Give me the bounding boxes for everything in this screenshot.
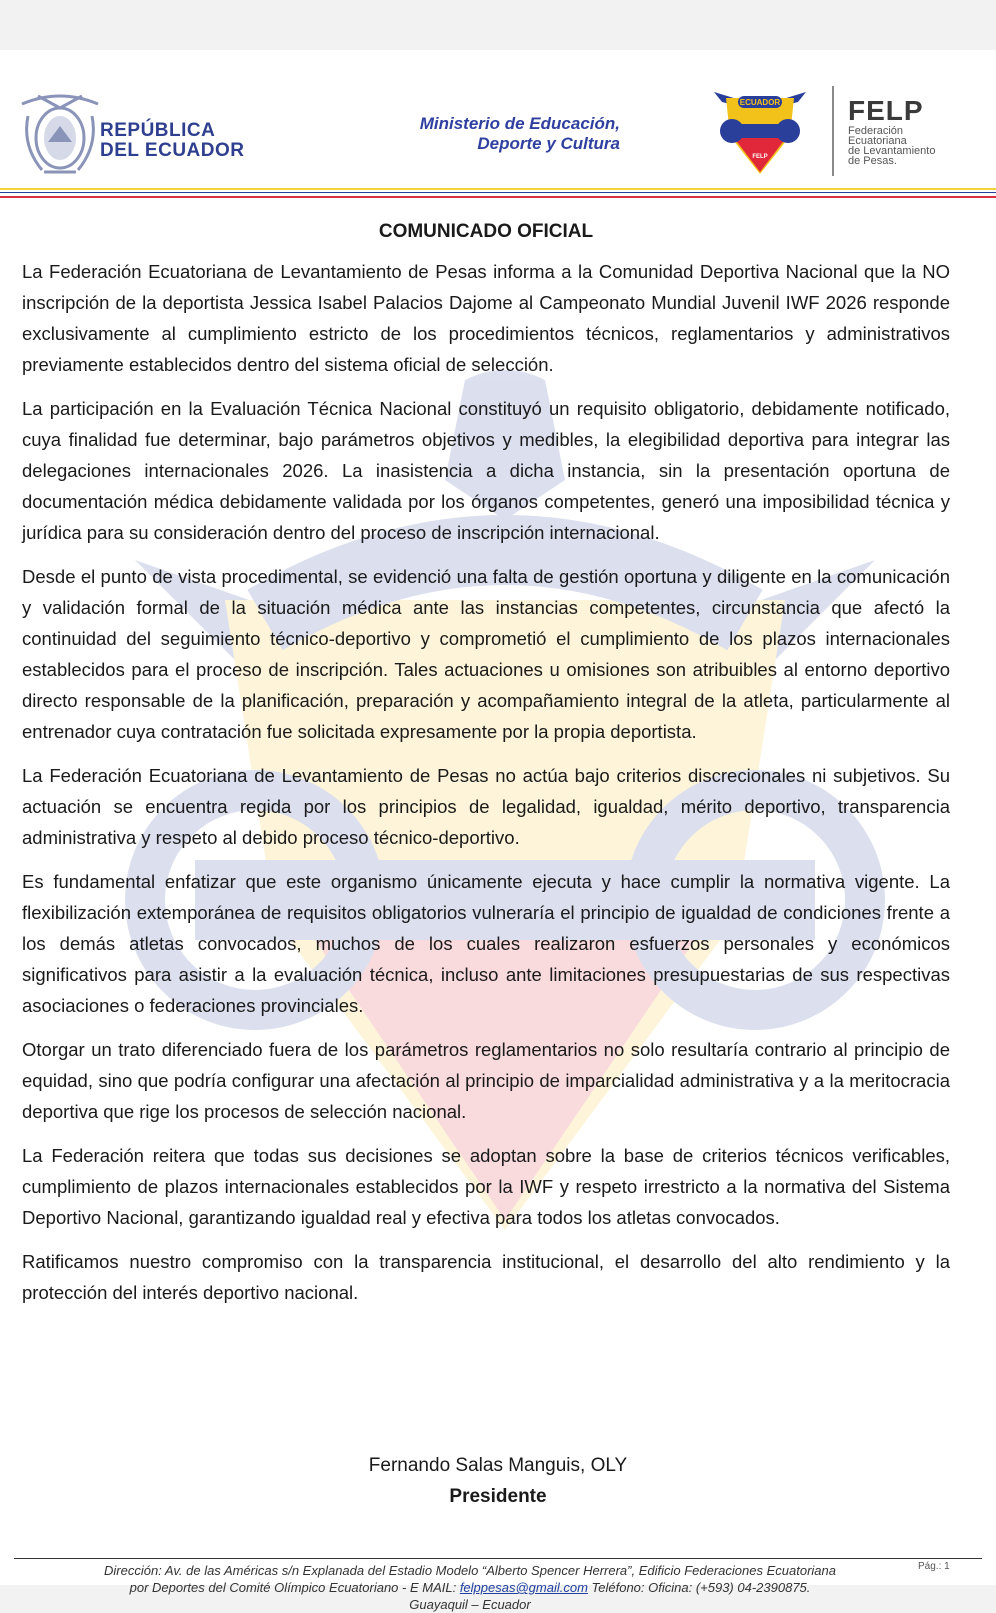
ministry-logo-text: Ministerio de Educación, Deporte y Cultura [419,114,620,153]
felp-logo-text: FELP Federación Ecuatoriana de Levantamiento de Pesas. [848,95,936,167]
signatory-title: Presidente [449,1486,547,1507]
paragraph-8: Ratificamos nuestro compromiso con la transparencia institucional, el desarrollo del alto rendimiento y la protección del interés deportivo nacional. [22,1251,950,1303]
document-body [22,220,950,1321]
signatory-name: Fernando Salas Manguis, OLY [368,1455,628,1476]
svg-text:ECUADOR: ECUADOR [739,98,781,107]
header-divider [832,86,834,176]
paragraph-2: La participación en la Evaluación Técnica Nacional constituyó un requisito obligatorio, debidamente notificado, cuya finalidad fue determinar, bajo parámetros objetivos y medibles, la elegibilidad deportiva para integrar las delegaciones internacionales 2026. La inasistencia a dicha instancia, sin la presentación oportuna de documentación médica debidamente validada por los órganos competentes, generó una imposibilidad técnica y jurídica para su consideración dentro del proceso de inscripción internacional. [22,398,950,543]
footer-address: Dirección: Av. de las Américas s/n Explanada del Estadio Modelo “Alberto Spencer Herrera”, Edificio Federaciones Ecuatoriana por Deportes del Comité Olímpico Ecuatoriano - E MAIL: felppesas@gmail.com Teléfono: Oficina: (+593) 04-2390875. Guayaquil – Ecuador [104,1563,836,1612]
paragraph-4: La Federación Ecuatoriana de Levantamiento de Pesas no actúa bajo criterios discrecionales ni subjetivos. Su actuación se encuentra regida por los principios de legalidad, igualdad, mérito deportivo, transparencia administrativa y respeto al debido proceso técnico-deportivo. [22,765,950,848]
ecuador-coat-of-arms-icon [18,86,102,180]
footer-rule [14,1558,982,1559]
document-title: COMUNICADO OFICIAL [378,221,594,242]
header-stripe-blue [0,192,996,193]
republica-logo-text: REPÚBLICA DEL ECUADOR [100,120,245,161]
paragraph-5: Es fundamental enfatizar que este organismo únicamente ejecuta y hace cumplir la normativa vigente. La flexibilización extemporánea de requisitos obligatorios vulneraría el principio de igualdad de condiciones frente a los demás atletas convocados, muchos de los cuales realizaron esfuerzos personales y económicos significativos para asistir a la evaluación técnica, incluso ante limitaciones presupuestarias de sus respectivas asociaciones o federaciones provinciales. [22,871,950,1016]
letterhead [0,50,996,200]
paragraph-1: La Federación Ecuatoriana de Levantamiento de Pesas informa a la Comunidad Deportiva Nacional que la NO inscripción de la deportista Jessica Isabel Palacios Dajome al Campeonato Mundial Juvenil IWF 2026 responde exclusivamente al cumplimiento estricto de los procedimientos técnicos, reglamentarios y administrativos previamente establecidos dentro del sistema oficial de selección. [22,261,950,375]
footer-email-link[interactable]: felppesas@gmail.com [459,1580,588,1595]
ecuador-weightlifting-badge-icon [712,86,808,180]
page-number: Pág.: 1 [918,1561,950,1572]
document-page [0,50,996,1612]
paragraph-6: Otorgar un trato diferenciado fuera de los parámetros reglamentarios no solo resultaría contrario al principio de equidad, sino que podría configurar una afectación al principio de imparcialidad administrativa y a la meritocracia deportiva que rige los procesos de selección nacional. [22,1039,950,1122]
svg-text:FELP: FELP [752,154,768,160]
paragraph-3: Desde el punto de vista procedimental, se evidenció una falta de gestión oportuna y diligente en la comunicación y validación formal de la situación médica ante las instancias competentes, circunstancia que afectó la continuidad del seguimiento técnico-deportivo y comprometió el cumplimiento de los plazos internacionales establecidos para el proceso de inscripción. Tales actuaciones u omisiones son atribuibles al entorno deportivo directo responsable de la planificación, preparación y acompañamiento integral de la atleta, particularmente al entrenador cuya contratación fue solicitada expresamente por la propia deportista. [22,566,950,742]
paragraph-7: La Federación reitera que todas sus decisiones se adoptan sobre la base de criterios técnicos verificables, cumplimiento de plazos internacionales establecidos por la IWF y respeto irrestricto a la normativa del Sistema Deportivo Nacional, garantizando igualdad real y efectiva para todos los atletas convocados. [22,1145,950,1228]
header-stripe-yellow [0,188,996,190]
header-stripe-red [0,196,996,198]
